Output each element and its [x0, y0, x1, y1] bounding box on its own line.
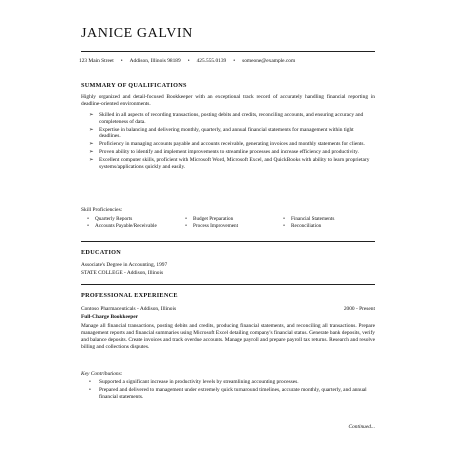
contributions-label: Key Contributions:	[81, 371, 123, 377]
bullet-separator: •	[120, 58, 123, 64]
skills-grid	[81, 216, 375, 230]
continued-note: Continued...	[348, 424, 375, 430]
bullet-icon: •	[283, 216, 285, 222]
arrow-bullet-icon: ➢	[89, 112, 94, 118]
bullet-separator: •	[187, 58, 190, 64]
education-heading: EDUCATION	[81, 249, 122, 256]
bullet-separator: •	[233, 58, 236, 64]
qualifications-list	[87, 112, 373, 172]
email-address: someone@example.com	[242, 58, 296, 64]
skills-row	[81, 216, 375, 223]
qualifications-heading: SUMMARY OF QUALIFICATIONS	[81, 82, 187, 89]
experience-heading: PROFESSIONAL EXPERIENCE	[81, 292, 178, 299]
list-item: ➢ Proficiency in managing accounts payable and accounts receivable, generating invoices and monthly statements for clients.	[89, 141, 365, 148]
arrow-bullet-icon: ➢	[89, 126, 94, 133]
bullet-icon: •	[185, 223, 187, 229]
skills-row	[81, 223, 375, 230]
job-description: Manage all financial transactions, posting debits and credits, producing financial statements, and reconciling all transactions. Prepare management reports and financial summaries using Microsoft Excel detailing company's financial status. Generate bank deposits, verify and balance deposits. Create invoices and track overdue accounts. Manage payroll and prepare payroll tax returns. Research and resolve billing and collections disputes.	[81, 323, 375, 350]
job-title: Full-Charge Bookkeeper	[81, 314, 139, 320]
candidate-name: JANICE GALVIN	[81, 26, 193, 41]
street-address: 123 Main Street	[79, 58, 114, 64]
skill-item: Budget Preparation	[193, 216, 234, 222]
arrow-bullet-icon: ➢	[89, 141, 94, 148]
bullet-icon: •	[283, 223, 285, 229]
school: STATE COLLEGE - Addison, Illinois	[81, 270, 164, 276]
bullet-icon: •	[89, 386, 91, 393]
section-divider	[81, 241, 375, 242]
degree: Associate's Degree in Accounting, 1997	[81, 262, 168, 268]
skill-item: Accounts Payable/Receivable	[95, 223, 157, 229]
bullet-icon: •	[185, 216, 187, 222]
skills-label: Skill Proficiencies:	[81, 207, 123, 213]
bullet-icon: •	[87, 223, 89, 229]
list-item: • Prepared and delivered to management under extremely quick turnaround timelines, accurate monthly, quarterly, and annual financial statements.	[89, 386, 367, 400]
list-item: ➢ Skilled in all aspects of recording transactions, posting debits and credits, reconciling accounts, and ensuring accuracy and completeness of data.	[89, 112, 364, 125]
skill-item: Financial Statements	[291, 216, 335, 222]
section-divider	[81, 284, 375, 285]
list-item: ➢ Excellent computer skills, proficient with Microsoft Word, Microsoft Excel, and QuickBooks with ability to learn proprietary systems/applications quickly and easily.	[89, 157, 370, 170]
skill-item: Process Improvement	[193, 223, 239, 229]
list-item: ➢ Proven ability to identify and implement improvements to streamline processes and increase efficiency and productivity.	[89, 149, 359, 156]
company-name: Contoso Pharmaceuticals - Addison, Illinois	[81, 306, 177, 312]
phone-number: 425.555.0139	[196, 58, 227, 64]
contact-line	[79, 58, 295, 64]
arrow-bullet-icon: ➢	[89, 157, 94, 164]
resume-page	[81, 26, 375, 466]
skill-item: Reconciliation	[291, 223, 322, 229]
qualifications-summary: Highly organized and detail-focused Bookkeeper with an exceptional track record of accurately handling financial reporting in deadline-oriented environments.	[81, 94, 375, 107]
list-item: ➢ Expertise in balancing and delivering monthly, quarterly, and annual financial statements for management within tight deadlines.	[89, 126, 354, 140]
contributions-list	[87, 379, 373, 402]
list-item: • Supported a significant increase in productivity levels by streamlining accounting processes.	[89, 379, 299, 385]
skill-item: Quarterly Reports	[95, 216, 133, 222]
bullet-icon: •	[87, 216, 89, 222]
header-divider	[81, 51, 375, 52]
employment-dates: 2000 - Present	[343, 306, 375, 312]
bullet-icon: •	[89, 379, 91, 385]
arrow-bullet-icon: ➢	[89, 149, 94, 156]
city-state: Addison, Illinois 98189	[129, 58, 181, 64]
